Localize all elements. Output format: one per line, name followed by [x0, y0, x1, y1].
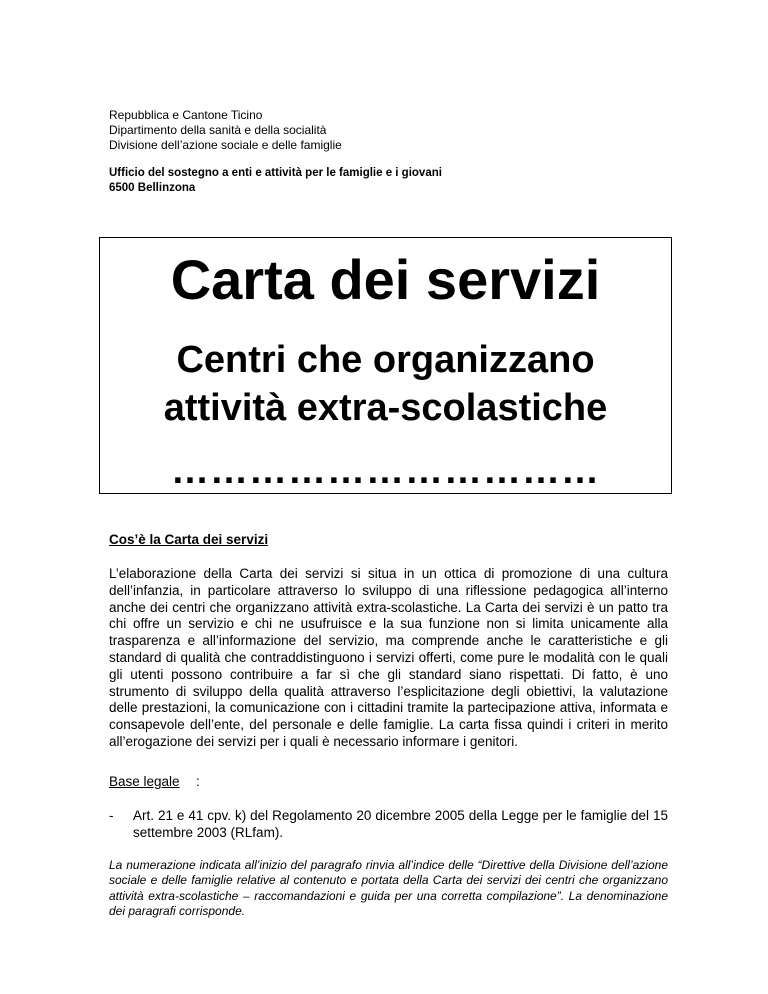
document-title: Carta dei servizi — [170, 248, 601, 311]
header-line-department: Dipartimento della sanità e della socialità — [109, 123, 327, 137]
footnote: La numerazione indicata all’inizio del paragrafo rinvia all’indice delle “Direttive della Divisione dell’azione sociale e delle famiglie relative al contenuto e portata della Carta dei servizi dei centri che organizzano attività extra-scolastiche – raccomandazioni e guida per una corretta compilazione”. La denominazione dei paragrafi corrisponde. — [109, 858, 668, 918]
subtitle-line-1: Centri che organizzano — [176, 339, 595, 381]
legal-list — [109, 808, 668, 842]
section-body: L’elaborazione della Carta dei servizi si situa in un ottica di promozione di una cultura dell’infanzia, in particolare attraverso lo sviluppo di una riflessione pedagogica all’interno anche dei centri che organizzano attività extra-scolastiche. La Carta dei servizi è un patto tra chi offre un servizio e chi ne usufruisce e la sua funzione non si limita unicamente alla trasparenza e all’informazione del servizio, ma comprende anche le caratteristiche e gli standard di qualità che contraddistinguono i servizi offerti, come pure le modalità con le quali gli utenti possono contribuire a far sì che gli standard siano rispettati. Di fatto, è uno strumento di sviluppo della qualità attraverso l’esplicitazione degli obiettivi, la valutazione delle prestazioni, la comunicazione con i cittadini tramite la partecipazione attiva, informata e consapevole dell’ente, del personale e delle famiglie. La carta fissa quindi i criteri in merito all’erogazione dei servizi per i quali è necessario informare i genitori. — [109, 566, 668, 749]
title-box — [99, 237, 672, 494]
legal-heading: Base legale — [109, 774, 180, 789]
document-subtitle — [100, 336, 671, 432]
header-line-canton: Repubblica e Cantone Ticino — [109, 108, 263, 122]
office-name: Ufficio del sostegno a enti e attività per le famiglie e i giovani — [109, 167, 442, 179]
office-city: 6500 Bellinzona — [109, 182, 196, 194]
header-line-division: Divisione dell’azione sociale e delle famiglie — [109, 138, 342, 152]
list-bullet: - — [109, 808, 114, 823]
list-item-text: Art. 21 e 41 cpv. k) del Regolamento 20 dicembre 2005 della Legge per le famiglie del 15 settembre 2003 (RLfam). — [133, 808, 668, 840]
center-name-placeholder: …………………………… — [171, 450, 600, 492]
section-heading: Cos’è la Carta dei servizi — [109, 532, 269, 547]
subtitle-line-2: attività extra-scolastiche — [163, 387, 608, 429]
list-item — [109, 808, 668, 842]
legal-heading-colon: : — [196, 774, 200, 789]
institution-header — [109, 108, 342, 153]
office-address — [109, 166, 442, 196]
